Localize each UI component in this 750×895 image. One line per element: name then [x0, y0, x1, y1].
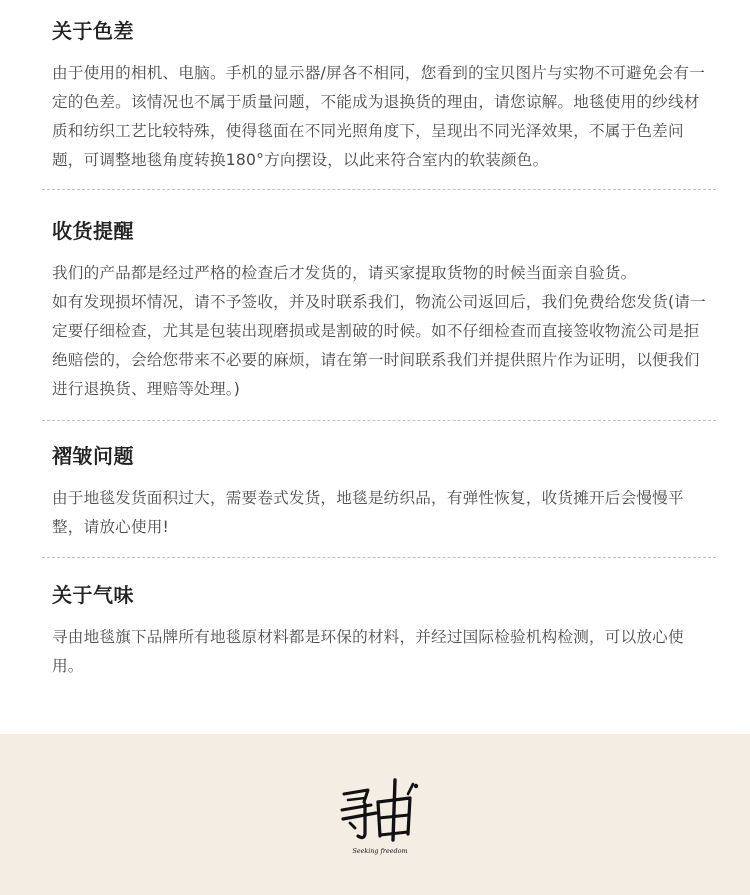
section-title: 收货提醒	[52, 219, 134, 243]
brand-logo	[338, 776, 428, 866]
paragraph: 我们的产品都是经过严格的检查后才发货的，请买家提取货物的时候当面亲自验货。	[52, 264, 637, 282]
paragraph: 由于地毯发货面积过大，需要卷式发货，地毯是纺织品，有弹性恢复，收货摊开后会慢慢平整，请放心使用!	[52, 489, 684, 536]
logo-subtext: Seeking freedom	[352, 847, 408, 855]
paragraph: 由于使用的相机、电脑。手机的显示器/屏各不相同，您看到的宝贝图片与实物不可避免会有一定的色差。该情况也不属于质量问题，不能成为退换货的理由，请您谅解。地毯使用的纱线材质和纺织工艺比较特殊，使得毯面在不同光照角度下，呈现出不同光泽效果，不属于色差问题，可调整地毯角度转换180°方向摆设，以此来符合室内的软装颜色。	[52, 64, 705, 169]
section-body	[52, 259, 712, 404]
footer-banner	[0, 734, 750, 895]
paragraph: 寻由地毯旗下品牌所有地毯原材料都是环保的材料，并经过国际检验机构检测，可以放心使用。	[52, 628, 684, 675]
section-title: 褶皱问题	[52, 444, 134, 468]
section-body	[52, 623, 712, 681]
section-color-difference	[52, 18, 712, 175]
section-body	[52, 59, 712, 175]
divider	[42, 420, 716, 421]
section-odor	[52, 582, 712, 681]
paragraph: 如有发现损坏情况，请不予签收，并及时联系我们，物流公司返回后，我们免费给您发货(请一定要仔细检查，尤其是包装出现磨损或是割破的时候。如不仔细检查而直接签收物流公司是拒绝赔偿的，会给您带来不必要的麻烦，请在第一时间联系我们并提供照片作为证明，以便我们进行退换货、理赔等处理。)	[52, 293, 706, 398]
divider	[42, 557, 716, 558]
section-title: 关于色差	[52, 19, 134, 43]
section-wrinkle-issue	[52, 443, 712, 542]
section-body	[52, 484, 712, 542]
section-receipt-reminder	[52, 218, 712, 404]
divider	[42, 189, 716, 190]
section-title: 关于气味	[52, 583, 134, 607]
